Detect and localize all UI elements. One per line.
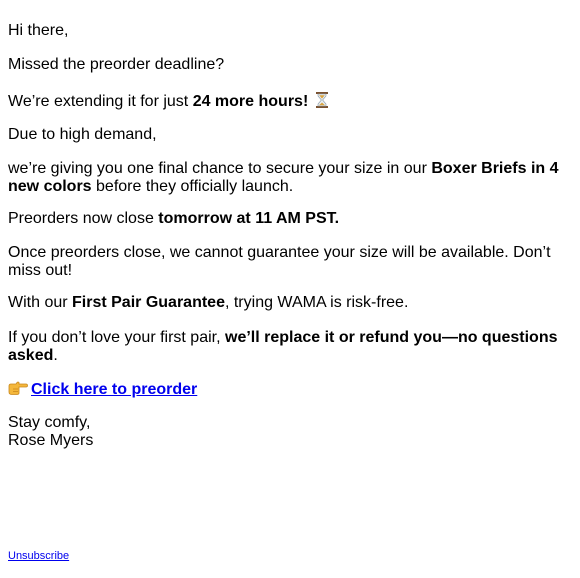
guarantee-text <box>8 294 572 312</box>
refund-promise: we’ll replace it or refund you—no questions asked <box>8 329 558 364</box>
final-chance-prefix: we’re giving you one final chance to secure your size in our <box>8 160 432 177</box>
close-time-prefix: Preorders now close <box>8 210 159 227</box>
warning-text: Once preorders close, we cannot guarantee your size will be available. Don’t miss out! <box>8 244 551 279</box>
refund-prefix: If you don’t love your first pair, <box>8 329 225 346</box>
product-name: Boxer Briefs in 4 new colors <box>8 160 559 195</box>
extension-text <box>8 92 572 111</box>
missed-deadline-text: Missed the preorder deadline? <box>8 56 225 73</box>
refund-text <box>8 329 572 365</box>
guarantee-prefix: With our <box>8 294 73 311</box>
hourglass-icon <box>315 92 329 108</box>
close-time: tomorrow at 11 AM PST. <box>158 210 340 227</box>
demand-text: Due to high demand, <box>8 126 157 143</box>
pointing-hand-icon <box>8 381 28 395</box>
final-chance-text <box>8 160 572 196</box>
unsubscribe-link[interactable]: Unsubscribe <box>8 550 70 562</box>
close-time-text <box>8 210 572 228</box>
signature: Rose Myers <box>8 432 94 449</box>
refund-suffix: . <box>53 347 58 364</box>
guarantee-suffix: , trying WAMA is risk-free. <box>224 294 409 311</box>
extension-hours: 24 more hours! <box>192 93 309 110</box>
cta-line <box>8 381 572 399</box>
signoff: Stay comfy, <box>8 414 91 431</box>
greeting: Hi there, <box>8 22 69 39</box>
preorder-link[interactable]: Click here to preorder <box>31 381 198 398</box>
final-chance-suffix: before they officially launch. <box>91 178 294 195</box>
extension-prefix: We’re extending it for just <box>8 93 193 110</box>
guarantee-name: First Pair Guarantee <box>72 294 225 311</box>
